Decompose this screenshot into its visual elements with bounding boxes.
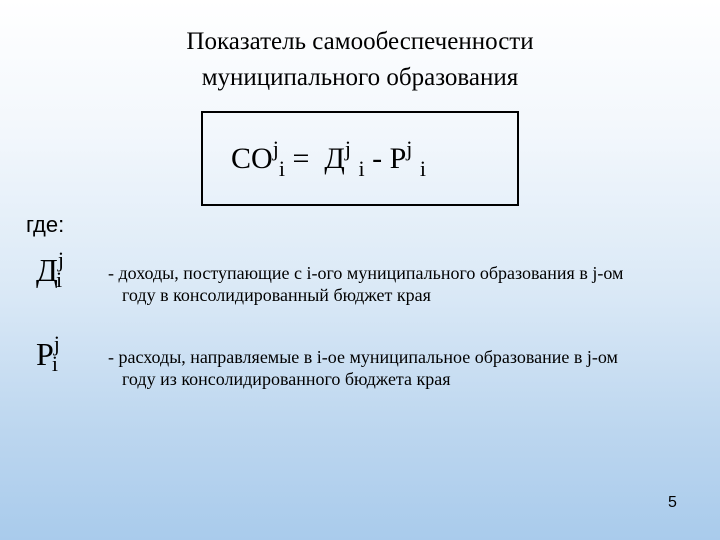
formula-term1: Д <box>324 142 345 175</box>
definition-line-2: году из консолидированного бюджета края <box>122 369 451 389</box>
slide-title-line-1: Показатель самообеспеченности <box>186 28 534 55</box>
formula-lhs: СО <box>231 142 273 175</box>
definition-text-income <box>108 262 708 306</box>
formula <box>231 136 427 181</box>
formula-equals: = <box>292 142 310 175</box>
formula-term2-sub: i <box>419 156 427 181</box>
formula-term2: Р <box>389 142 407 175</box>
page-number: 5 <box>668 494 677 511</box>
formula-term1-sup: j <box>344 136 351 161</box>
symbol-sub: i <box>55 267 63 292</box>
definition-symbol-expense <box>36 331 60 376</box>
symbol-sup: j <box>57 247 64 272</box>
definition-line-1: - расходы, направляемые в i-ое муниципальное образование в j-ом <box>108 347 618 367</box>
formula-box <box>201 111 519 206</box>
symbol-sup: j <box>53 331 60 356</box>
symbol-sub: i <box>51 351 59 376</box>
slide-title-line-2: муниципального образования <box>201 64 519 91</box>
symbol-letter: Д <box>36 252 58 288</box>
definition-text-expense <box>108 346 708 390</box>
definition-symbol-income <box>36 247 64 292</box>
formula-term2-sup: j <box>406 136 413 161</box>
where-label: где: <box>26 212 65 237</box>
definition-line-2: году в консолидированный бюджет края <box>122 285 431 305</box>
symbol-letter: Р <box>36 336 54 372</box>
formula-lhs-sub: i <box>278 156 285 181</box>
formula-lhs-sup: j <box>272 136 279 161</box>
definition-line-1: - доходы, поступающие с i-ого муниципального образования в j-ом <box>108 263 624 283</box>
formula-minus: - <box>372 142 383 175</box>
formula-term1-sub: i <box>358 156 365 181</box>
slide-title <box>0 24 720 96</box>
